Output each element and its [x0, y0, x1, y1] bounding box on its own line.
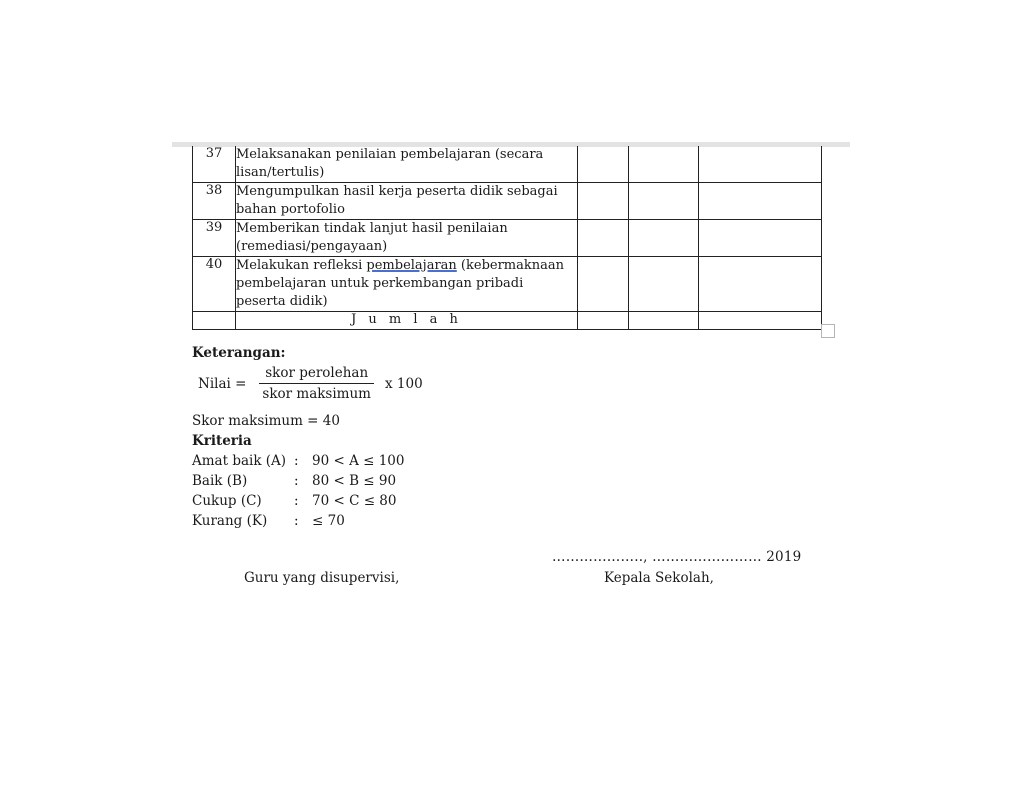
description-line: pembelajaran untuk perkembangan pribadi [236, 276, 524, 291]
score-cell-b[interactable] [629, 220, 699, 257]
formula-fraction [256, 365, 377, 402]
criteria-heading: Kriteria [192, 433, 252, 449]
score-cell-a[interactable] [578, 183, 629, 220]
criteria-range: 90 < A ≤ 100 [312, 453, 405, 469]
score-cell-c[interactable] [699, 183, 822, 220]
total-cell-b [629, 312, 699, 330]
spellcheck-underline[interactable]: pembelajaran [366, 258, 457, 273]
row-number: 37 [193, 146, 236, 183]
formula-lhs: Nilai = [198, 375, 247, 392]
table-row [193, 146, 822, 183]
supervision-table [192, 146, 822, 330]
criteria-range: 80 < B ≤ 90 [312, 473, 397, 489]
principal-signature-title: Kepala Sekolah, [604, 570, 714, 586]
score-cell-b[interactable] [629, 183, 699, 220]
table-row [193, 183, 822, 220]
table-row [193, 220, 822, 257]
description-line: Memberikan tindak lanjut hasil penilaian [236, 221, 508, 236]
formula-numerator: skor perolehan [259, 365, 374, 384]
date-line: ……………….., …………………… 2019 [552, 549, 802, 565]
criteria-item [192, 511, 404, 531]
row-description [236, 220, 578, 257]
criteria-label: Baik (B) [192, 473, 248, 489]
criteria-label: Cukup (C) [192, 493, 262, 509]
score-cell-c[interactable] [699, 146, 822, 183]
criteria-label: Kurang (K) [192, 513, 268, 529]
table-resize-handle[interactable] [821, 324, 835, 338]
criteria-item [192, 471, 404, 491]
criteria-list [192, 451, 404, 531]
formula-multiplier: x 100 [384, 375, 423, 392]
criteria-colon: : [294, 453, 299, 469]
description-line: Melakukan refleksi pembelajaran (kebermaknaan [236, 258, 565, 273]
max-score: Skor maksimum = 40 [192, 413, 340, 429]
criteria-item [192, 451, 404, 471]
score-cell-a[interactable] [578, 146, 629, 183]
score-cell-a[interactable] [578, 257, 629, 312]
total-number-cell [193, 312, 236, 330]
score-cell-c[interactable] [699, 257, 822, 312]
description-line: bahan portofolio [236, 202, 345, 217]
row-number: 40 [193, 257, 236, 312]
criteria-colon: : [294, 493, 299, 509]
row-number: 39 [193, 220, 236, 257]
description-line: Mengumpulkan hasil kerja peserta didik sebagai [236, 184, 558, 199]
score-cell-a[interactable] [578, 220, 629, 257]
total-cell-c [699, 312, 822, 330]
description-line: lisan/tertulis) [236, 165, 325, 180]
row-description [236, 146, 578, 183]
teacher-signature-title: Guru yang disupervisi, [244, 570, 400, 586]
notes-heading: Keterangan: [192, 345, 286, 361]
total-label: J u m l a h [236, 312, 578, 330]
row-number: 38 [193, 183, 236, 220]
score-cell-b[interactable] [629, 146, 699, 183]
criteria-item [192, 491, 404, 511]
description-line: (remediasi/pengayaan) [236, 239, 388, 254]
score-cell-c[interactable] [699, 220, 822, 257]
row-description [236, 183, 578, 220]
table-row [193, 257, 822, 312]
criteria-range: 70 < C ≤ 80 [312, 493, 397, 509]
description-line: Melaksanakan penilaian pembelajaran (secara [236, 147, 544, 162]
total-row [193, 312, 822, 330]
table-body [193, 146, 822, 330]
description-line: peserta didik) [236, 294, 328, 309]
criteria-colon: : [294, 513, 299, 529]
row-description [236, 257, 578, 312]
score-formula [198, 365, 423, 402]
criteria-range: ≤ 70 [312, 513, 345, 529]
criteria-label: Amat baik (A) [192, 453, 287, 469]
formula-denominator: skor maksimum [262, 386, 371, 402]
total-cell-a [578, 312, 629, 330]
criteria-colon: : [294, 473, 299, 489]
score-cell-b[interactable] [629, 257, 699, 312]
